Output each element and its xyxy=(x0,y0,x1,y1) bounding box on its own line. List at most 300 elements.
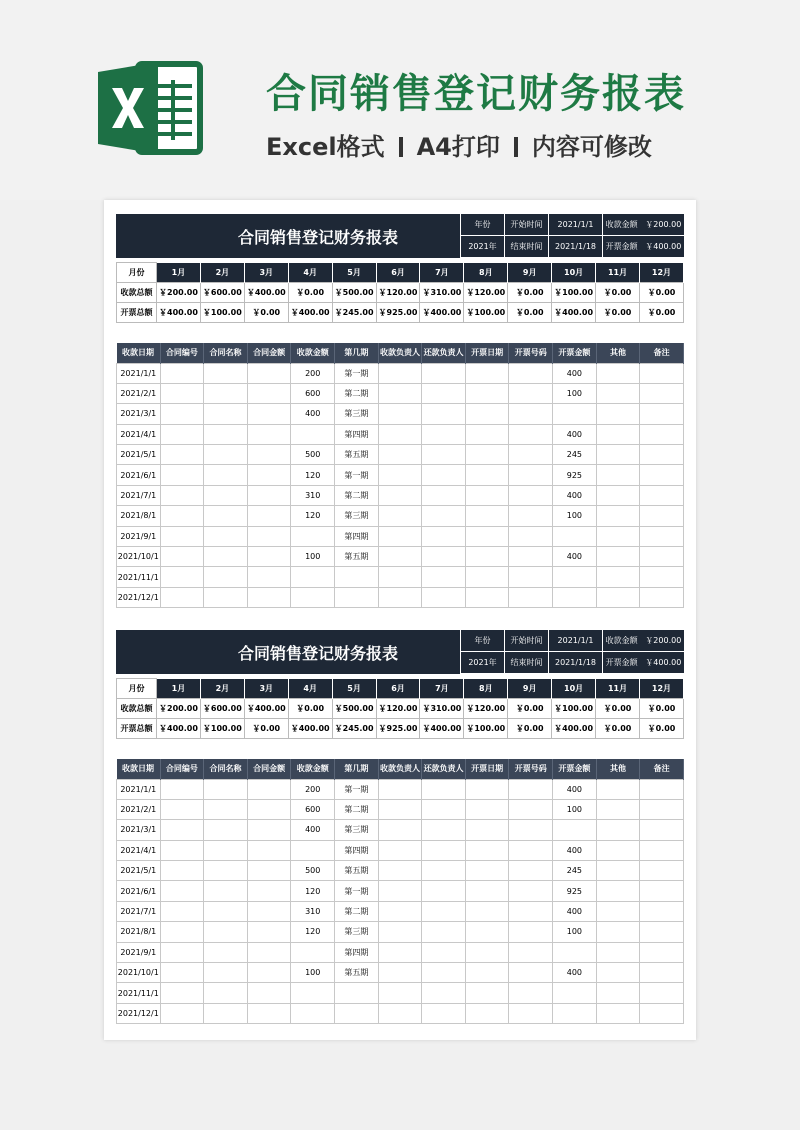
table-cell[interactable] xyxy=(378,799,422,819)
table-cell[interactable] xyxy=(465,445,509,465)
summary-cell[interactable]: ￥0.00 xyxy=(244,303,288,323)
table-cell[interactable] xyxy=(465,820,509,840)
table-cell[interactable] xyxy=(465,424,509,444)
table-cell[interactable] xyxy=(509,445,553,465)
table-cell[interactable] xyxy=(509,424,553,444)
table-cell[interactable] xyxy=(247,587,291,607)
summary-cell[interactable]: ￥120.00 xyxy=(376,283,420,303)
table-cell[interactable]: 第二期 xyxy=(335,383,379,403)
table-cell[interactable] xyxy=(640,383,684,403)
table-cell[interactable] xyxy=(291,840,335,860)
summary-cell[interactable]: ￥0.00 xyxy=(639,699,683,719)
table-cell[interactable]: 2021/11/1 xyxy=(117,567,161,587)
summary-cell[interactable]: ￥100.00 xyxy=(552,283,596,303)
table-cell[interactable] xyxy=(335,1003,379,1023)
table-cell[interactable] xyxy=(378,942,422,962)
table-cell[interactable] xyxy=(204,861,248,881)
summary-cell[interactable]: ￥120.00 xyxy=(464,283,508,303)
start-value[interactable]: 2021/1/1 xyxy=(548,630,602,652)
table-cell[interactable]: 200 xyxy=(291,779,335,799)
table-cell[interactable] xyxy=(640,942,684,962)
summary-cell[interactable]: ￥400.00 xyxy=(420,719,464,739)
table-cell[interactable] xyxy=(378,506,422,526)
table-cell[interactable] xyxy=(640,901,684,921)
table-cell[interactable] xyxy=(422,820,466,840)
table-cell[interactable] xyxy=(160,779,204,799)
table-cell[interactable] xyxy=(204,587,248,607)
table-cell[interactable] xyxy=(204,383,248,403)
summary-cell[interactable]: ￥400.00 xyxy=(288,303,332,323)
table-cell[interactable] xyxy=(378,404,422,424)
table-cell[interactable] xyxy=(596,983,640,1003)
table-cell[interactable] xyxy=(422,861,466,881)
table-cell[interactable] xyxy=(640,963,684,983)
table-cell[interactable] xyxy=(596,942,640,962)
table-cell[interactable] xyxy=(247,881,291,901)
table-cell[interactable] xyxy=(509,881,553,901)
table-cell[interactable] xyxy=(640,820,684,840)
table-cell[interactable] xyxy=(553,526,597,546)
table-cell[interactable]: 2021/4/1 xyxy=(117,424,161,444)
table-cell[interactable] xyxy=(509,547,553,567)
table-cell[interactable] xyxy=(422,547,466,567)
summary-cell[interactable]: ￥100.00 xyxy=(464,303,508,323)
table-cell[interactable] xyxy=(640,363,684,383)
table-cell[interactable] xyxy=(247,424,291,444)
table-cell[interactable] xyxy=(422,983,466,1003)
table-cell[interactable] xyxy=(378,465,422,485)
table-cell[interactable] xyxy=(422,383,466,403)
summary-cell[interactable]: ￥100.00 xyxy=(200,719,244,739)
table-cell[interactable]: 2021/12/1 xyxy=(117,587,161,607)
table-cell[interactable] xyxy=(465,861,509,881)
summary-cell[interactable]: ￥925.00 xyxy=(376,303,420,323)
summary-cell[interactable]: ￥400.00 xyxy=(244,283,288,303)
table-cell[interactable] xyxy=(247,506,291,526)
table-cell[interactable] xyxy=(378,383,422,403)
table-cell[interactable] xyxy=(247,901,291,921)
table-cell[interactable] xyxy=(160,840,204,860)
end-value[interactable]: 2021/1/18 xyxy=(548,236,602,258)
table-cell[interactable]: 2021/10/1 xyxy=(117,547,161,567)
table-cell[interactable] xyxy=(291,942,335,962)
summary-cell[interactable]: ￥0.00 xyxy=(508,283,552,303)
table-cell[interactable] xyxy=(553,820,597,840)
table-cell[interactable] xyxy=(596,383,640,403)
table-cell[interactable] xyxy=(160,526,204,546)
table-cell[interactable] xyxy=(160,383,204,403)
table-cell[interactable] xyxy=(596,963,640,983)
table-cell[interactable] xyxy=(160,983,204,1003)
table-cell[interactable] xyxy=(509,861,553,881)
table-cell[interactable] xyxy=(596,1003,640,1023)
table-cell[interactable] xyxy=(247,445,291,465)
table-cell[interactable]: 400 xyxy=(553,485,597,505)
table-cell[interactable] xyxy=(509,840,553,860)
table-cell[interactable]: 第一期 xyxy=(335,881,379,901)
table-cell[interactable] xyxy=(509,465,553,485)
table-cell[interactable] xyxy=(160,587,204,607)
table-cell[interactable]: 120 xyxy=(291,506,335,526)
table-cell[interactable] xyxy=(378,983,422,1003)
table-cell[interactable] xyxy=(465,526,509,546)
table-cell[interactable] xyxy=(247,779,291,799)
table-cell[interactable] xyxy=(640,983,684,1003)
table-cell[interactable]: 120 xyxy=(291,922,335,942)
summary-cell[interactable]: ￥0.00 xyxy=(596,699,640,719)
table-cell[interactable]: 第三期 xyxy=(335,922,379,942)
table-cell[interactable] xyxy=(596,404,640,424)
table-cell[interactable] xyxy=(509,506,553,526)
table-cell[interactable] xyxy=(465,383,509,403)
table-cell[interactable] xyxy=(291,567,335,587)
table-cell[interactable] xyxy=(640,861,684,881)
table-cell[interactable] xyxy=(160,465,204,485)
table-cell[interactable] xyxy=(465,983,509,1003)
table-cell[interactable] xyxy=(160,861,204,881)
summary-cell[interactable]: ￥0.00 xyxy=(244,719,288,739)
table-cell[interactable]: 第四期 xyxy=(335,526,379,546)
table-cell[interactable] xyxy=(291,587,335,607)
table-cell[interactable]: 第三期 xyxy=(335,820,379,840)
table-cell[interactable] xyxy=(378,820,422,840)
table-cell[interactable]: 第四期 xyxy=(335,424,379,444)
table-cell[interactable] xyxy=(465,567,509,587)
summary-cell[interactable]: ￥245.00 xyxy=(332,303,376,323)
table-cell[interactable] xyxy=(640,547,684,567)
table-cell[interactable] xyxy=(422,587,466,607)
table-cell[interactable] xyxy=(247,840,291,860)
summary-cell[interactable]: ￥0.00 xyxy=(639,303,683,323)
year-value[interactable]: 2021年 xyxy=(460,652,504,674)
table-cell[interactable] xyxy=(596,779,640,799)
table-cell[interactable] xyxy=(465,779,509,799)
table-cell[interactable] xyxy=(247,942,291,962)
table-cell[interactable]: 2021/7/1 xyxy=(117,485,161,505)
table-cell[interactable]: 600 xyxy=(291,799,335,819)
table-cell[interactable] xyxy=(247,547,291,567)
summary-cell[interactable]: ￥0.00 xyxy=(288,283,332,303)
table-cell[interactable] xyxy=(465,799,509,819)
table-cell[interactable] xyxy=(160,922,204,942)
table-cell[interactable] xyxy=(291,526,335,546)
table-cell[interactable] xyxy=(509,1003,553,1023)
table-cell[interactable] xyxy=(596,861,640,881)
start-value[interactable]: 2021/1/1 xyxy=(548,214,602,236)
summary-cell[interactable]: ￥400.00 xyxy=(157,719,201,739)
table-cell[interactable]: 600 xyxy=(291,383,335,403)
table-cell[interactable] xyxy=(204,942,248,962)
table-cell[interactable] xyxy=(378,587,422,607)
table-cell[interactable] xyxy=(247,567,291,587)
summary-cell[interactable]: ￥0.00 xyxy=(596,303,640,323)
table-cell[interactable]: 2021/10/1 xyxy=(117,963,161,983)
table-cell[interactable]: 2021/7/1 xyxy=(117,901,161,921)
table-cell[interactable] xyxy=(422,881,466,901)
table-cell[interactable] xyxy=(509,779,553,799)
table-cell[interactable]: 120 xyxy=(291,881,335,901)
table-cell[interactable] xyxy=(378,840,422,860)
table-cell[interactable] xyxy=(160,901,204,921)
table-cell[interactable] xyxy=(160,424,204,444)
table-cell[interactable] xyxy=(247,983,291,1003)
table-cell[interactable] xyxy=(204,799,248,819)
table-cell[interactable] xyxy=(509,820,553,840)
summary-cell[interactable]: ￥310.00 xyxy=(420,699,464,719)
table-cell[interactable]: 245 xyxy=(553,861,597,881)
table-cell[interactable]: 第一期 xyxy=(335,363,379,383)
table-cell[interactable]: 第一期 xyxy=(335,779,379,799)
table-cell[interactable]: 400 xyxy=(291,820,335,840)
table-cell[interactable]: 2021/5/1 xyxy=(117,861,161,881)
table-cell[interactable] xyxy=(509,383,553,403)
table-cell[interactable] xyxy=(422,799,466,819)
table-cell[interactable]: 400 xyxy=(553,547,597,567)
table-cell[interactable] xyxy=(422,963,466,983)
table-cell[interactable]: 100 xyxy=(291,547,335,567)
table-cell[interactable] xyxy=(204,424,248,444)
table-cell[interactable] xyxy=(509,983,553,1003)
summary-cell[interactable]: ￥400.00 xyxy=(288,719,332,739)
table-cell[interactable] xyxy=(509,567,553,587)
summary-cell[interactable]: ￥400.00 xyxy=(552,303,596,323)
table-cell[interactable] xyxy=(640,840,684,860)
table-cell[interactable] xyxy=(204,983,248,1003)
table-cell[interactable] xyxy=(640,587,684,607)
table-cell[interactable] xyxy=(378,901,422,921)
table-cell[interactable] xyxy=(640,445,684,465)
table-cell[interactable] xyxy=(247,526,291,546)
table-cell[interactable]: 2021/8/1 xyxy=(117,922,161,942)
table-cell[interactable] xyxy=(160,881,204,901)
summary-cell[interactable]: ￥0.00 xyxy=(288,699,332,719)
table-cell[interactable] xyxy=(596,567,640,587)
table-cell[interactable] xyxy=(509,526,553,546)
summary-cell[interactable]: ￥500.00 xyxy=(332,699,376,719)
table-cell[interactable]: 400 xyxy=(553,424,597,444)
table-cell[interactable] xyxy=(160,567,204,587)
table-cell[interactable] xyxy=(465,963,509,983)
table-cell[interactable]: 第二期 xyxy=(335,901,379,921)
table-cell[interactable] xyxy=(422,445,466,465)
table-cell[interactable] xyxy=(378,922,422,942)
table-cell[interactable]: 400 xyxy=(553,840,597,860)
table-cell[interactable] xyxy=(422,942,466,962)
table-cell[interactable]: 400 xyxy=(553,363,597,383)
table-cell[interactable] xyxy=(640,465,684,485)
table-cell[interactable] xyxy=(465,485,509,505)
table-cell[interactable] xyxy=(553,942,597,962)
table-cell[interactable] xyxy=(509,942,553,962)
table-cell[interactable]: 200 xyxy=(291,363,335,383)
table-cell[interactable] xyxy=(640,779,684,799)
table-cell[interactable]: 2021/6/1 xyxy=(117,881,161,901)
summary-cell[interactable]: ￥100.00 xyxy=(200,303,244,323)
table-cell[interactable] xyxy=(422,506,466,526)
table-cell[interactable] xyxy=(204,779,248,799)
table-cell[interactable] xyxy=(465,465,509,485)
table-cell[interactable] xyxy=(640,567,684,587)
table-cell[interactable] xyxy=(465,547,509,567)
table-cell[interactable] xyxy=(640,1003,684,1023)
table-cell[interactable] xyxy=(553,404,597,424)
table-cell[interactable]: 100 xyxy=(291,963,335,983)
table-cell[interactable]: 310 xyxy=(291,901,335,921)
table-cell[interactable]: 第五期 xyxy=(335,547,379,567)
table-cell[interactable] xyxy=(378,485,422,505)
table-cell[interactable] xyxy=(422,567,466,587)
table-cell[interactable] xyxy=(160,506,204,526)
table-cell[interactable]: 2021/9/1 xyxy=(117,526,161,546)
table-cell[interactable]: 2021/3/1 xyxy=(117,404,161,424)
table-cell[interactable]: 400 xyxy=(553,901,597,921)
table-cell[interactable] xyxy=(640,485,684,505)
table-cell[interactable] xyxy=(160,485,204,505)
summary-cell[interactable]: ￥0.00 xyxy=(596,283,640,303)
table-cell[interactable] xyxy=(640,799,684,819)
table-cell[interactable]: 2021/5/1 xyxy=(117,445,161,465)
table-cell[interactable]: 500 xyxy=(291,445,335,465)
table-cell[interactable] xyxy=(465,942,509,962)
table-cell[interactable] xyxy=(596,901,640,921)
table-cell[interactable]: 2021/11/1 xyxy=(117,983,161,1003)
table-cell[interactable]: 第三期 xyxy=(335,404,379,424)
summary-cell[interactable]: ￥120.00 xyxy=(464,699,508,719)
table-cell[interactable] xyxy=(640,881,684,901)
table-cell[interactable] xyxy=(335,983,379,1003)
table-cell[interactable] xyxy=(204,922,248,942)
summary-cell[interactable]: ￥0.00 xyxy=(508,699,552,719)
table-cell[interactable] xyxy=(422,404,466,424)
table-cell[interactable] xyxy=(378,861,422,881)
table-cell[interactable] xyxy=(422,465,466,485)
table-cell[interactable] xyxy=(422,779,466,799)
table-cell[interactable] xyxy=(378,779,422,799)
table-cell[interactable] xyxy=(422,485,466,505)
table-cell[interactable] xyxy=(378,881,422,901)
table-cell[interactable]: 100 xyxy=(553,799,597,819)
table-cell[interactable] xyxy=(640,506,684,526)
table-cell[interactable] xyxy=(378,567,422,587)
table-cell[interactable]: 500 xyxy=(291,861,335,881)
summary-cell[interactable]: ￥200.00 xyxy=(157,699,201,719)
table-cell[interactable]: 2021/3/1 xyxy=(117,820,161,840)
table-cell[interactable] xyxy=(422,901,466,921)
table-cell[interactable] xyxy=(640,424,684,444)
summary-cell[interactable]: ￥310.00 xyxy=(420,283,464,303)
table-cell[interactable] xyxy=(204,547,248,567)
table-cell[interactable] xyxy=(465,881,509,901)
table-cell[interactable]: 120 xyxy=(291,465,335,485)
table-cell[interactable] xyxy=(465,840,509,860)
table-cell[interactable] xyxy=(509,901,553,921)
table-cell[interactable]: 925 xyxy=(553,881,597,901)
table-cell[interactable] xyxy=(247,861,291,881)
table-cell[interactable]: 第二期 xyxy=(335,485,379,505)
table-cell[interactable] xyxy=(335,587,379,607)
summary-cell[interactable]: ￥100.00 xyxy=(552,699,596,719)
table-cell[interactable] xyxy=(160,363,204,383)
table-cell[interactable] xyxy=(335,567,379,587)
table-cell[interactable] xyxy=(291,1003,335,1023)
table-cell[interactable] xyxy=(596,587,640,607)
table-cell[interactable]: 400 xyxy=(553,779,597,799)
table-cell[interactable] xyxy=(247,404,291,424)
table-cell[interactable] xyxy=(509,922,553,942)
table-cell[interactable] xyxy=(247,922,291,942)
table-cell[interactable] xyxy=(204,1003,248,1023)
table-cell[interactable] xyxy=(509,799,553,819)
year-value[interactable]: 2021年 xyxy=(460,236,504,258)
summary-cell[interactable]: ￥400.00 xyxy=(244,699,288,719)
table-cell[interactable] xyxy=(596,424,640,444)
table-cell[interactable]: 2021/1/1 xyxy=(117,363,161,383)
table-cell[interactable] xyxy=(465,901,509,921)
summary-cell[interactable]: ￥120.00 xyxy=(376,699,420,719)
table-cell[interactable]: 925 xyxy=(553,465,597,485)
table-cell[interactable] xyxy=(378,963,422,983)
summary-cell[interactable]: ￥600.00 xyxy=(200,699,244,719)
summary-cell[interactable]: ￥500.00 xyxy=(332,283,376,303)
summary-cell[interactable]: ￥600.00 xyxy=(200,283,244,303)
table-cell[interactable] xyxy=(204,567,248,587)
table-cell[interactable] xyxy=(247,465,291,485)
table-cell[interactable] xyxy=(596,526,640,546)
summary-cell[interactable]: ￥0.00 xyxy=(639,283,683,303)
summary-cell[interactable]: ￥0.00 xyxy=(508,719,552,739)
table-cell[interactable] xyxy=(509,587,553,607)
table-cell[interactable] xyxy=(378,363,422,383)
table-cell[interactable] xyxy=(247,363,291,383)
table-cell[interactable] xyxy=(640,922,684,942)
table-cell[interactable] xyxy=(596,881,640,901)
table-cell[interactable]: 100 xyxy=(553,383,597,403)
table-cell[interactable] xyxy=(509,363,553,383)
table-cell[interactable]: 310 xyxy=(291,485,335,505)
table-cell[interactable] xyxy=(465,404,509,424)
table-cell[interactable] xyxy=(247,383,291,403)
table-cell[interactable] xyxy=(553,983,597,1003)
table-cell[interactable]: 100 xyxy=(553,506,597,526)
summary-cell[interactable]: ￥200.00 xyxy=(157,283,201,303)
table-cell[interactable] xyxy=(160,1003,204,1023)
table-cell[interactable] xyxy=(204,526,248,546)
table-cell[interactable]: 2021/6/1 xyxy=(117,465,161,485)
table-cell[interactable] xyxy=(509,485,553,505)
table-cell[interactable] xyxy=(204,881,248,901)
table-cell[interactable] xyxy=(422,1003,466,1023)
table-cell[interactable] xyxy=(553,587,597,607)
table-cell[interactable] xyxy=(291,424,335,444)
table-cell[interactable] xyxy=(204,506,248,526)
summary-cell[interactable]: ￥0.00 xyxy=(508,303,552,323)
table-cell[interactable] xyxy=(247,485,291,505)
table-cell[interactable] xyxy=(204,485,248,505)
table-cell[interactable] xyxy=(596,922,640,942)
table-cell[interactable] xyxy=(596,820,640,840)
table-cell[interactable] xyxy=(160,404,204,424)
table-cell[interactable] xyxy=(596,363,640,383)
table-cell[interactable] xyxy=(422,363,466,383)
table-cell[interactable]: 第三期 xyxy=(335,506,379,526)
table-cell[interactable] xyxy=(160,799,204,819)
summary-cell[interactable]: ￥925.00 xyxy=(376,719,420,739)
table-cell[interactable] xyxy=(204,363,248,383)
table-cell[interactable] xyxy=(247,1003,291,1023)
table-cell[interactable] xyxy=(553,1003,597,1023)
table-cell[interactable] xyxy=(465,587,509,607)
table-cell[interactable]: 2021/2/1 xyxy=(117,383,161,403)
